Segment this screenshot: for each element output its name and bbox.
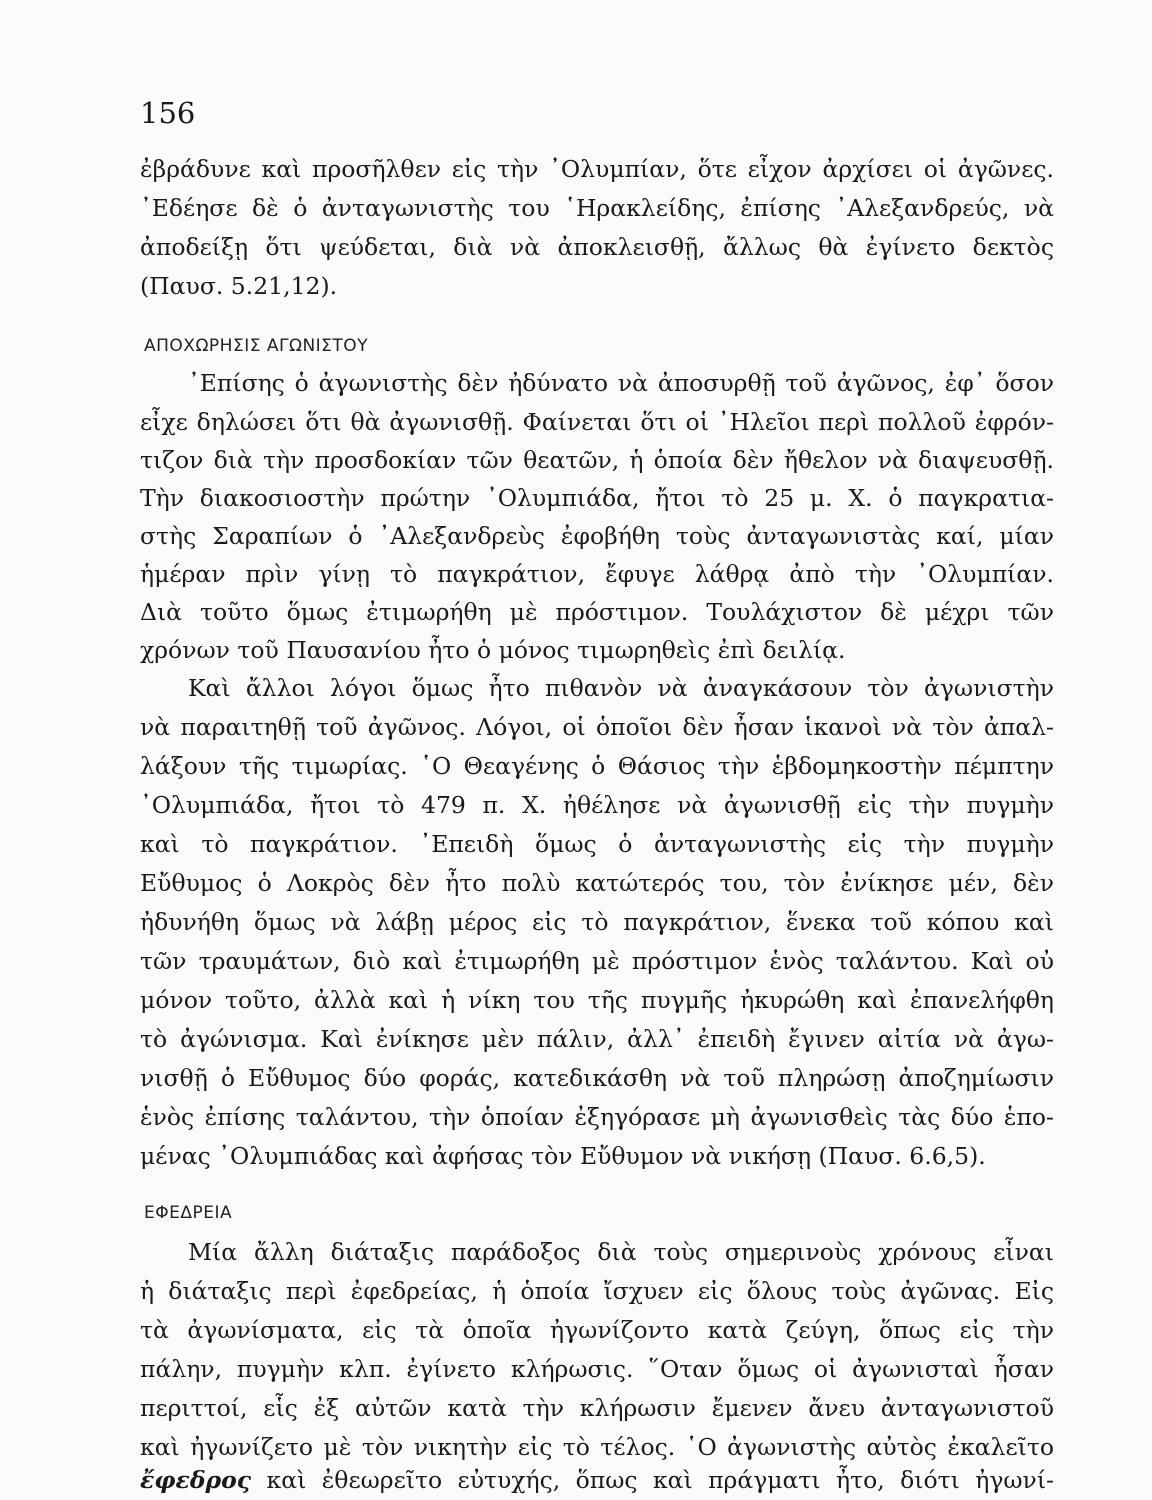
text-line <box>140 1463 1054 1497</box>
text-line: τὰ ἀγωνίσματα, εἰς τὰ ὁποῖα ἠγωνίζοντο κατὰ ζεύγη, ὅπως εἰς τὴν <box>140 1316 1054 1344</box>
text-line: ἡμέραν πρὶν γίνῃ τὸ παγκράτιον, ἔφυγε λάθρᾳ ἀπὸ τὴν ᾿Ολυμπίαν. <box>140 560 1054 588</box>
text-line: ἐβράδυνε καὶ προσῆλθεν εἰς τὴν ᾿Ολυμπίαν, ὅτε εἶχον ἀρχίσει οἱ ἀγῶνες. <box>140 155 1054 183</box>
text-line: Τὴν διακοσιοστὴν πρώτην ᾿Ολυμπιάδα, ἤτοι τὸ 25 μ. Χ. ὁ παγκρατια- <box>140 484 1054 512</box>
text-line: ἡ διάταξις περὶ ἐφεδρείας, ἡ ὁποία ἴσχυεν εἰς ὅλους τοὺς ἀγῶνας. Εἰς <box>140 1277 1054 1305</box>
text-line-rest: καὶ ἐθεωρεῖτο εὐτυχής, ὅπως καὶ πράγματι ἦτο, διότι ἠγωνί- <box>266 1466 1054 1494</box>
text-line: τιζον διὰ τὴν προσδοκίαν τῶν θεατῶν, ἡ ὁποία δὲν ἤθελον νὰ διαψευσθῇ. <box>140 446 1054 474</box>
text-line: νισθῇ ὁ Εὔθυμος δύο φοράς, κατεδικάσθη νὰ τοῦ πληρώσῃ ἀποζημίωσιν <box>140 1064 1054 1092</box>
text-line: εἶχε δηλώσει ὅτι θὰ ἀγωνισθῇ. Φαίνεται ὅτι οἱ ᾿Ηλεῖοι περὶ πολλοῦ ἐφρόν- <box>140 408 1054 436</box>
text-line: μόνον τοῦτο, ἀλλὰ καὶ ἡ νίκη του τῆς πυγμῆς ἠκυρώθη καὶ ἐπανελήφθη <box>140 986 1054 1014</box>
text-line: περιττοί, εἷς ἐξ αὐτῶν κατὰ τὴν κλήρωσιν ἔμενεν ἄνευ ἀνταγωνιστοῦ <box>140 1394 1054 1422</box>
text-line: Διὰ τοῦτο ὅμως ἐτιμωρήθη μὲ πρόστιμον. Τουλάχιστον δὲ μέχρι τῶν <box>140 598 1054 626</box>
text-line: καὶ τὸ παγκράτιον. ᾿Επειδὴ ὅμως ὁ ἀνταγωνιστὴς εἰς τὴν πυγμὴν <box>140 830 1054 858</box>
text-line: στὴς Σαραπίων ὁ ᾿Αλεξανδρεὺς ἐφοβήθη τοὺς ἀνταγωνιστὰς καί, μίαν <box>140 522 1054 550</box>
text-line: Μία ἄλλη διάταξις παράδοξος διὰ τοὺς σημερινοὺς χρόνους εἶναι <box>188 1238 1054 1266</box>
text-line: Εὔθυμος ὁ Λοκρὸς δὲν ἦτο πολὺ κατώτερός του, τὸν ἐνίκησε μέν, δὲν <box>140 869 1054 897</box>
text-line: τῶν τραυμάτων, διὸ καὶ ἐτιμωρήθη μὲ πρόστιμον ἑνὸς ταλάντου. Καὶ οὐ <box>140 947 1054 975</box>
term-ephedros: ἔφεδρος <box>140 1466 252 1494</box>
page-number: 156 <box>140 96 196 130</box>
text-line: (Παυσ. 5.21,12). <box>140 272 338 300</box>
text-line: ἑνὸς ἐπίσης ταλάντου, τὴν ὁποίαν ἐξηγόρασε μὴ ἀγωνισθεὶς τὰς δύο ἑπο- <box>140 1103 1054 1131</box>
section-heading: ΕΦΕΔΡΕΙΑ <box>144 1203 233 1223</box>
text-line: μένας ᾿Ολυμπιάδας καὶ ἀφήσας τὸν Εὔθυμον νὰ νικήσῃ (Παυσ. 6.6,5). <box>140 1142 986 1170</box>
text-line: νὰ παραιτηθῇ τοῦ ἀγῶνος. Λόγοι, οἱ ὁποῖοι δὲν ἦσαν ἱκανοὶ νὰ τὸν ἀπαλ- <box>140 713 1054 741</box>
text-line: ᾿Επίσης ὁ ἀγωνιστὴς δὲν ἠδύνατο νὰ ἀποσυρθῇ τοῦ ἀγῶνος, ἐφ᾿ ὅσον <box>188 369 1054 397</box>
text-line: ἀποδείξῃ ὅτι ψεύδεται, διὰ νὰ ἀποκλεισθῇ, ἄλλως θὰ ἐγίνετο δεκτὸς <box>140 233 1054 261</box>
section-heading: ΑΠΟΧΩΡΗΣΙΣ ΑΓΩΝΙΣΤΟΥ <box>144 336 369 356</box>
text-line: Καὶ ἄλλοι λόγοι ὅμως ἦτο πιθανὸν νὰ ἀναγκάσουν τὸν ἀγωνιστὴν <box>188 674 1054 702</box>
text-line: χρόνων τοῦ Παυσανίου ἦτο ὁ μόνος τιμωρηθεὶς ἐπὶ δειλίᾳ. <box>140 636 846 664</box>
text-line: τὸ ἀγώνισμα. Καὶ ἐνίκησε μὲν πάλιν, ἀλλ᾿ ἐπειδὴ ἔγινεν αἰτία νὰ ἀγω- <box>140 1025 1054 1053</box>
text-line: ᾿Ολυμπιάδα, ἤτοι τὸ 479 π. Χ. ἠθέλησε νὰ ἀγωνισθῇ εἰς τὴν πυγμὴν <box>140 791 1054 819</box>
text-line: ἠδυνήθη ὅμως νὰ λάβῃ μέρος εἰς τὸ παγκράτιον, ἕνεκα τοῦ κόπου καὶ <box>140 908 1054 936</box>
text-line: λάξουν τῆς τιμωρίας. ῾Ο Θεαγένης ὁ Θάσιος τὴν ἑβδομηκοστὴν πέμπτην <box>140 752 1054 780</box>
text-line: καὶ ἠγωνίζετο μὲ τὸν νικητὴν εἰς τὸ τέλος. ῾Ο ἀγωνιστὴς αὐτὸς ἐκαλεῖτο <box>140 1433 1054 1461</box>
text-line: ᾿Εδέησε δὲ ὁ ἀνταγωνιστὴς του ῾Ηρακλείδης, ἐπίσης ᾿Αλεξανδρεύς, νὰ <box>140 194 1054 222</box>
text-line: πάλην, πυγμὴν κλπ. ἐγίνετο κλήρωσις. ῞Οταν ὅμως οἱ ἀγωνισταὶ ἦσαν <box>140 1355 1054 1383</box>
